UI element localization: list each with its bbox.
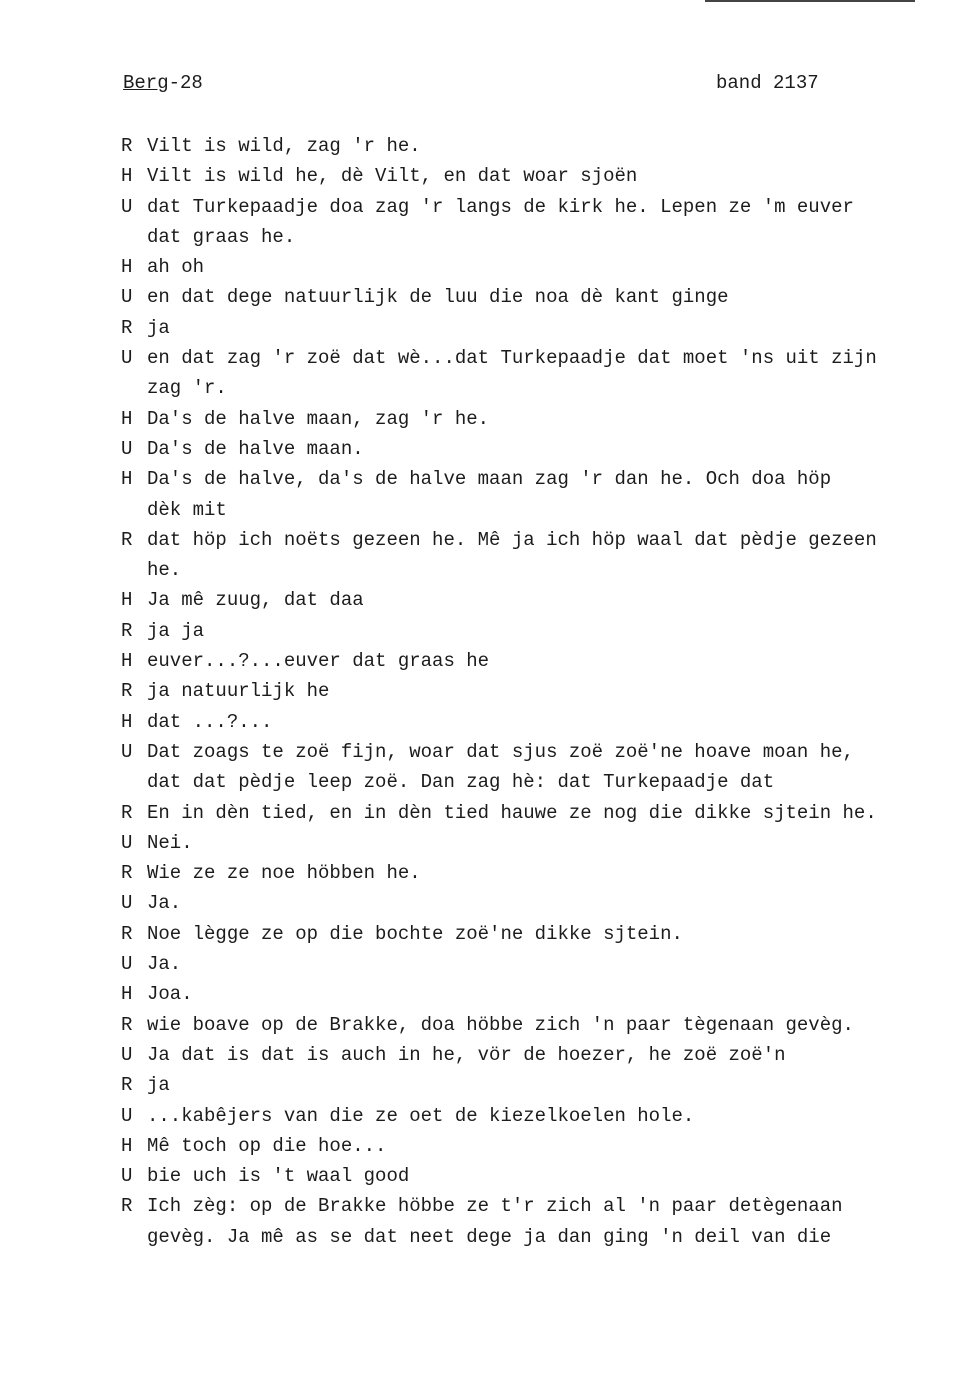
speaker-label: R (121, 862, 133, 885)
document-id-name: Berg (123, 72, 169, 94)
transcript-turn-continuation (121, 495, 951, 525)
speaker-label: H (121, 165, 133, 188)
utterance-text: ja (147, 316, 170, 339)
utterance-text: Da's de halve, da's de halve maan zag 'r dan he. Och doa höp (147, 468, 832, 491)
speaker-label: R (121, 922, 133, 945)
transcript-turn (121, 1161, 951, 1191)
speaker-label: H (121, 256, 133, 279)
speaker-label: U (121, 831, 133, 854)
transcript-turn (121, 919, 951, 949)
utterance-text: euver...?...euver dat graas he (147, 650, 490, 673)
document-id (123, 70, 203, 96)
transcript-turn (121, 949, 951, 979)
transcript-turn (121, 1101, 951, 1131)
top-rule (705, 0, 915, 2)
utterance-text: dèk mit (147, 498, 227, 521)
utterance-text: Da's de halve maan. (147, 437, 364, 460)
speaker-label: H (121, 983, 133, 1006)
utterance-text: dat graas he. (147, 225, 296, 248)
transcript-turn (121, 828, 951, 858)
transcript-turn (121, 1010, 951, 1040)
transcript-turn (121, 131, 951, 161)
speaker-label: R (121, 1013, 133, 1036)
speaker-label: R (121, 135, 133, 157)
transcript-turn (121, 464, 951, 494)
utterance-text: ja ja (147, 619, 205, 642)
utterance-text: Da's de halve maan, zag 'r he. (147, 407, 490, 430)
speaker-label: U (121, 347, 133, 370)
transcript-turn-continuation (121, 1222, 951, 1252)
transcript-turn (121, 798, 951, 828)
transcript-turn (121, 282, 951, 312)
utterance-text: dat höp ich noëts gezeen he. Mê ja ich höp waal dat pèdje gezeen (147, 528, 877, 551)
utterance-text: Ja mê zuug, dat daa (147, 589, 364, 612)
speaker-label: H (121, 1134, 133, 1157)
utterance-text: Noe lègge ze op die bochte zoë'ne dikke sjtein. (147, 922, 683, 945)
transcript-turn (121, 434, 951, 464)
transcript-turn (121, 192, 951, 222)
speaker-label: R (121, 801, 133, 824)
utterance-text: Ja. (147, 892, 182, 915)
utterance-text: Joa. (147, 983, 193, 1006)
utterance-text: dat Turkepaadje doa zag 'r langs de kirk he. Lepen ze 'm euver (147, 195, 854, 218)
utterance-text: En in dèn tied, en in dèn tied hauwe ze nog die dikke sjtein he. (147, 801, 877, 824)
speaker-label: R (121, 316, 133, 339)
speaker-label: R (121, 1195, 133, 1218)
band-number: band 2137 (716, 72, 819, 94)
transcript-turn (121, 888, 951, 918)
utterance-text: gevèg. Ja mê as se dat neet dege ja dan ging 'n deil van die (147, 1225, 832, 1248)
speaker-label: R (121, 680, 133, 703)
utterance-text: dat dat pèdje leep zoë. Dan zag hè: dat Turkepaadje dat (147, 771, 775, 794)
transcript-turn (121, 343, 951, 373)
speaker-label: H (121, 589, 133, 612)
transcript-turn (121, 707, 951, 737)
transcript-turn (121, 979, 951, 1009)
utterance-text: en dat zag 'r zoë dat wè...dat Turkepaadje dat moet 'ns uit zijn (147, 347, 877, 370)
utterance-text: Ja dat is dat is auch in he, vör de hoezer, he zoë zoë'n (147, 1043, 786, 1066)
speaker-label: R (121, 1074, 133, 1097)
utterance-text: bie uch is 't waal good (147, 1165, 410, 1188)
utterance-text: en dat dege natuurlijk de luu die noa dè kant ginge (147, 286, 729, 309)
utterance-text: ja natuurlijk he (147, 680, 330, 703)
transcript-turn-continuation (121, 767, 951, 797)
transcript-turn (121, 1040, 951, 1070)
document-id-number: -28 (168, 72, 203, 94)
utterance-text: dat ...?... (147, 710, 273, 733)
utterance-text: zag 'r. (147, 377, 227, 400)
transcript-turn-continuation (121, 373, 951, 403)
speaker-label: H (121, 407, 133, 430)
transcript-turn (121, 616, 951, 646)
speaker-label: R (121, 619, 133, 642)
transcript-turn (121, 313, 951, 343)
utterance-text: Mê toch op die hoe... (147, 1134, 387, 1157)
transcript-turn (121, 676, 951, 706)
transcript-turn (121, 737, 951, 767)
utterance-text: Ich zèg: op de Brakke höbbe ze t'r zich al 'n paar detègenaan (147, 1195, 843, 1218)
utterance-text: Dat zoags te zoë fijn, woar dat sjus zoë zoë'ne hoave moan he, (147, 740, 854, 763)
transcript-turn (121, 646, 951, 676)
transcript-turn-continuation (121, 555, 951, 585)
speaker-label: U (121, 195, 133, 218)
speaker-label: U (121, 740, 133, 763)
utterance-text: ja (147, 1074, 170, 1097)
utterance-text: wie boave op de Brakke, doa höbbe zich 'n paar tègenaan gevèg. (147, 1013, 854, 1036)
speaker-label: U (121, 437, 133, 460)
utterance-text: Ja. (147, 953, 182, 976)
speaker-label: U (121, 1104, 133, 1127)
utterance-text: ...kabêjers van die ze oet de kiezelkoelen hole. (147, 1104, 695, 1127)
utterance-text: Wie ze ze noe höbben he. (147, 862, 421, 885)
speaker-label: U (121, 1165, 133, 1188)
speaker-label: U (121, 892, 133, 915)
speaker-label: H (121, 650, 133, 673)
transcript-turn (121, 1191, 951, 1221)
speaker-label: U (121, 953, 133, 976)
utterance-text: ah oh (147, 256, 205, 279)
transcript-turn (121, 1131, 951, 1161)
transcript-turn (121, 525, 951, 555)
speaker-label: U (121, 286, 133, 309)
speaker-label: U (121, 1043, 133, 1066)
utterance-text: Nei. (147, 831, 193, 854)
transcript-turn-continuation (121, 222, 951, 252)
transcript-turn (121, 404, 951, 434)
transcript-turn (121, 161, 951, 191)
transcript-turn (121, 1070, 951, 1100)
speaker-label: H (121, 710, 133, 733)
speaker-label: H (121, 468, 133, 491)
transcript-turn (121, 252, 951, 282)
transcript-turn (121, 585, 951, 615)
utterance-text: Vilt is wild he, dè Vilt, en dat woar sjoën (147, 165, 638, 188)
transcript (121, 131, 951, 1252)
speaker-label: R (121, 528, 133, 551)
utterance-text: he. (147, 559, 182, 582)
transcript-turn (121, 858, 951, 888)
utterance-text: Vilt is wild, zag 'r he. (147, 135, 421, 157)
